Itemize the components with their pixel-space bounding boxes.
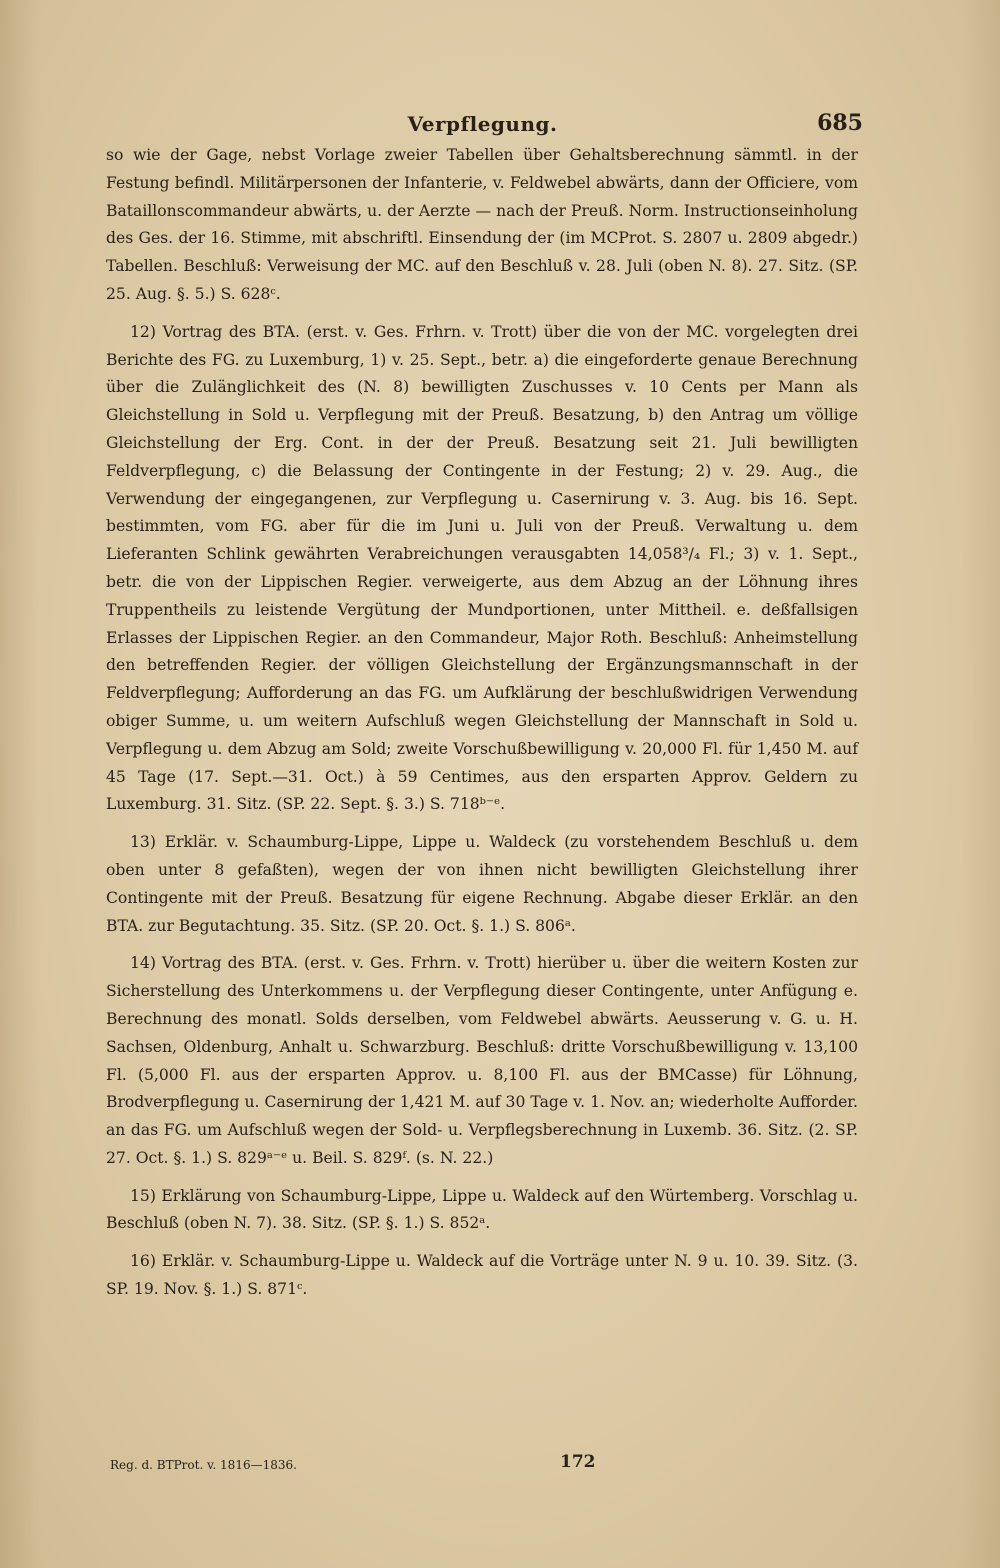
running-header <box>110 110 863 146</box>
paragraph-item-16: 16) Erklär. v. Schaumburg-Lippe u. Waldeck auf die Vorträge unter N. 9 u. 10. 39. Sitz. (3. SP. 19. Nov. §. 1.) S. 871ᶜ. <box>106 1252 858 1299</box>
page-number: 685 <box>817 110 863 136</box>
body-text <box>106 142 858 1304</box>
paragraph-continuation: so wie der Gage, nebst Vorlage zweier Tabellen über Gehaltsberechnung sämmtl. in der Festung befindl. Militärpersonen der Infanterie, v. Feldwebel abwärts, dann der Officiere, vom Bataillonscommandeur abwärts, u. der Aerzte — nach der Preuß. Norm. Instructionseinholung des Ges. der 16. Stimme, mit abschriftl. Einsendung der (im MCProt. S. 2807 u. 2809 abgedr.) Tabellen. Beschluß: Verweisung der MC. auf den Beschluß v. 28. Juli (oben N. 8). 27. Sitz. (SP. 25. Aug. §. 5.) S. 628ᶜ. <box>106 146 858 303</box>
signature-number: 172 <box>560 1452 596 1472</box>
paragraph-item-14: 14) Vortrag des BTA. (erst. v. Ges. Frhrn. v. Trott) hierüber u. über die weitern Kosten zur Sicherstellung des Unterkommens u. der Verpflegung dieser Contingente, unter Anfügung e. Berechnung des monatl. Solds derselben, vom Feldwebel abwärts. Aeusserung v. G. u. H. Sachsen, Oldenburg, Anhalt u. Schwarzburg. Beschluß: dritte Vorschußbewilligung v. 13,100 Fl. (5,000 Fl. aus der ersparten Approv. u. 8,100 Fl. aus der BMCasse) für Löhnung, Brodverpflegung u. Casernirung der 1,421 M. auf 30 Tage v. 1. Nov. an; wiederholte Aufforder. an das FG. um Aufschluß wegen der Sold- u. Verpflegsberechnung in Luxemb. 36. Sitz. (2. SP. 27. Oct. §. 1.) S. 829ᵃ⁻ᵉ u. Beil. S. 829ᶠ. (s. N. 22.) <box>106 954 858 1167</box>
paragraph-item-12: 12) Vortrag des BTA. (erst. v. Ges. Frhrn. v. Trott) über die von der MC. vorgelegten drei Berichte des FG. zu Luxemburg, 1) v. 25. Sept., betr. a) die eingeforderte genaue Berechnung über die Zulänglichkeit des (N. 8) bewilligten Zuschusses v. 10 Cents per Mann als Gleichstellung in Sold u. Verpflegung mit der Preuß. Besatzung, b) den Antrag um völlige Gleichstellung der Erg. Cont. in der der Preuß. Besatzung seit 21. Juli bewilligten Feldverpflegung, c) die Belassung der Contingente in der Festung; 2) v. 29. Aug., die Verwendung der eingegangenen, zur Verpflegung u. Casernirung v. 3. Aug. bis 16. Sept. bestimmten, vom FG. aber für die im Juni u. Juli von der Preuß. Verwaltung u. dem Lieferanten Schlink gewährten Verabreichungen verausgabten 14,058³/₄ Fl.; 3) v. 1. Sept., betr. die von der Lippischen Regier. verweigerte, aus dem Abzug an der Löhnung ihres Truppentheils zu leistende Vergütung der Mundportionen, unter Mittheil. e. deßfallsigen Erlasses der Lippischen Regier. an den Commandeur, Major Roth. Beschluß: Anheimstellung den betreffenden Regier. der völligen Gleichstellung der Ergänzungsmannschaft in der Feldverpflegung; Aufforderung an das FG. um Aufklärung der beschlußwidrigen Verwendung obiger Summe, u. um weitern Aufschluß wegen Gleichstellung der Mannschaft in Sold u. Verpflegung u. dem Abzug am Sold; zweite Vorschußbewilligung v. 20,000 Fl. für 1,450 M. auf 45 Tage (17. Sept.—31. Oct.) à 59 Centimes, aus den ersparten Approv. Geldern zu Luxemburg. 31. Sitz. (SP. 22. Sept. §. 3.) S. 718ᵇ⁻ᵉ. <box>106 322 858 814</box>
page-edge-shadow-right <box>960 0 1000 1568</box>
paragraph-item-15: 15) Erklärung von Schaumburg-Lippe, Lippe u. Waldeck auf den Würtemberg. Vorschlag u. Beschluß (oben N. 7). 38. Sitz. (SP. §. 1.) S. 852ᵃ. <box>106 1186 858 1233</box>
page-edge-shadow-left <box>0 0 40 1568</box>
running-title: Verpflegung. <box>407 112 558 136</box>
page-footer <box>110 1452 855 1476</box>
signature-mark: Reg. d. BTProt. v. 1816—1836. <box>110 1458 297 1472</box>
paragraph-item-13: 13) Erklär. v. Schaumburg-Lippe, Lippe u. Waldeck (zu vorstehendem Beschluß u. dem oben unter 8 gefaßten), wegen der von ihnen nicht bewilligten Gleichstellung ihrer Contingente mit der Preuß. Besatzung für eigene Rechnung. Abgabe dieser Erklär. an den BTA. zur Begutachtung. 35. Sitz. (SP. 20. Oct. §. 1.) S. 806ᵃ. <box>106 833 858 935</box>
